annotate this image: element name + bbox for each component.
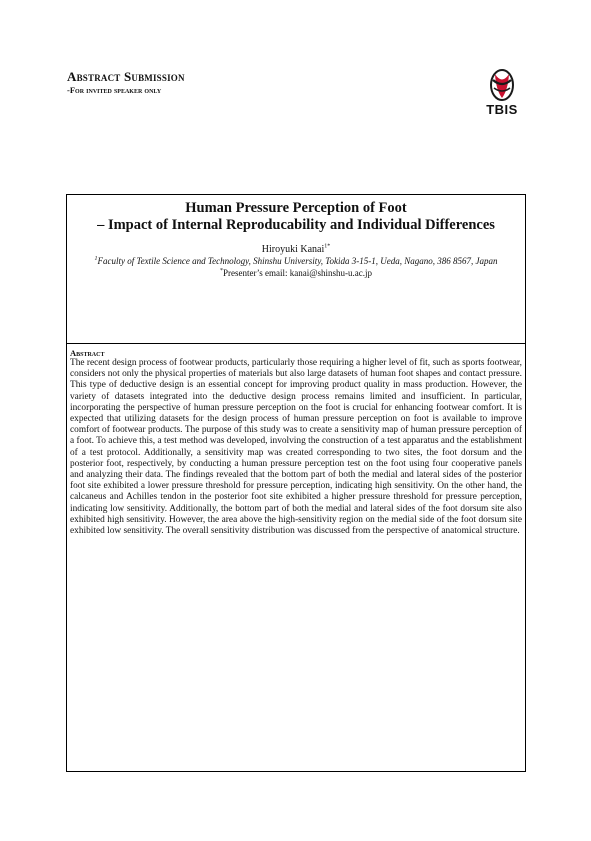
abstract-heading: Abstract bbox=[70, 348, 105, 358]
paper-title-line2: – Impact of Internal Reproducability and Individual Differences bbox=[97, 217, 495, 233]
abstract-body: The recent design process of footwear products, particularly those requiring a higher level of fit, such as sports footwear, considers not only the physical properties of materials but also large datasets of human foot shapes and contact pressure. This type of deductive design is an essential concept for improving product quality in mass production. However, the variety of datasets integrated into the deductive design process remains limited and insufficient. In particular, incorporating the perspective of human pressure perception on the foot is crucial for enhancing footwear comfort. It is expected that utilizing datasets for the design process of human pressure perception on foot is available to improve comfort of footwear products. The purpose of this study was to create a sensitivity map of human pressure perception of a foot. To achieve this, a test method was developed, involving the construction of a test apparatus and the establishment of a test protocol. Additionally, a sensitivity map was created corresponding to two sites, the foot dorsum and the posterior foot, respectively, by conducting a human pressure perception test on the foot using four cooperative panels and analyzing their data. The findings revealed that the bottom part of both the medial and lateral sides of the posterior foot site exhibited a lower pressure threshold for pressure perception, indicating high sensitivity. On the other hand, the calcaneus and Achilles tendon in the posterior foot site exhibited a higher pressure threshold for pressure perception, indicating low sensitivity. Additionally, the bottom part of both the medial and lateral sides of the foot dorsum site also exhibited high sensitivity. However, the area above the high-sensitivity region on the medial side of the foot dorsum site exhibited low sensitivity. The overall sensitivity distribution was discussed from the perspective of anatomical structure. bbox=[70, 358, 522, 537]
author-name: Hiroyuki Kanai bbox=[261, 244, 325, 255]
author-superscript: 1* bbox=[324, 243, 331, 250]
title-block bbox=[66, 194, 526, 344]
logo-text: TBIS bbox=[486, 102, 518, 117]
submission-header bbox=[67, 70, 185, 96]
paper-title bbox=[67, 200, 525, 234]
tbis-emblem-icon bbox=[478, 68, 526, 102]
email-text: Presenter’s email: kanai@shinshu-u.ac.jp bbox=[222, 268, 373, 278]
abstract-block bbox=[66, 344, 526, 772]
header-title: Abstract Submission bbox=[67, 69, 185, 84]
author-line bbox=[67, 244, 525, 256]
paper-title-line1: Human Pressure Perception of Foot bbox=[185, 200, 407, 216]
email-superscript: * bbox=[219, 268, 223, 274]
header-subtitle: -For invited speaker only bbox=[67, 85, 162, 95]
affiliation-superscript: 1 bbox=[94, 256, 98, 262]
affiliation-text: Faculty of Textile Science and Technology, Shinshu University, Tokida 3-15-1, Ueda, Nagano, 386 8567, Japan bbox=[97, 256, 498, 266]
tbis-logo bbox=[478, 68, 526, 120]
affiliation bbox=[67, 256, 525, 267]
presenter-email bbox=[67, 267, 525, 279]
